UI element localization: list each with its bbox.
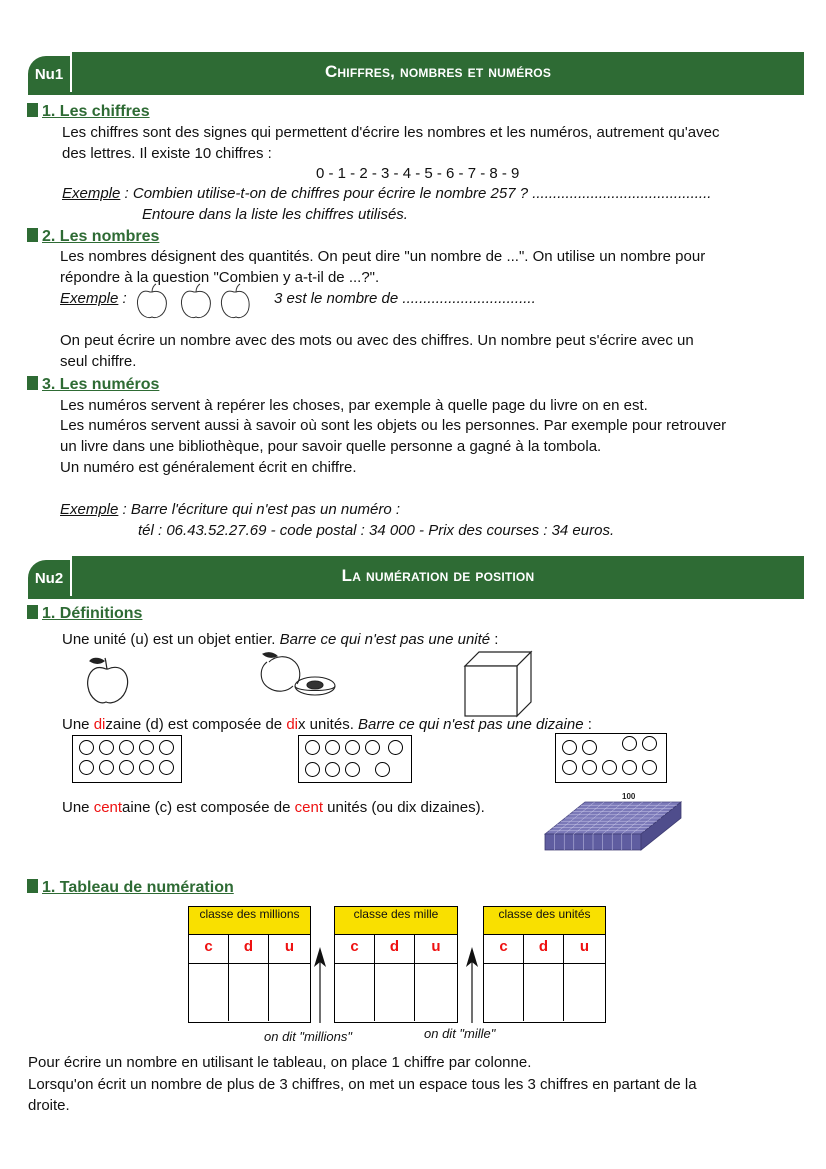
mille-caption: on dit "mille"	[424, 1026, 496, 1041]
paragraph: répondre à la question "Combien y a-t-il de ...?".	[60, 269, 380, 286]
column-d: d	[375, 935, 415, 1021]
paragraph: On peut écrire un nombre avec des mots ou avec des chiffres. Un nombre peut s'écrire avec un	[60, 332, 694, 349]
ten-frame-1	[72, 735, 182, 783]
class-millions-label: classe des millions	[189, 907, 310, 935]
column-u: u	[431, 938, 441, 955]
dizaine-definition: Une dizaine (d) est composée de dix unités. Barre ce qui n'est pas une dizaine :	[62, 716, 592, 733]
column-c: c	[189, 935, 229, 1021]
bullet-square-icon	[27, 103, 38, 117]
ten-frame-3	[555, 733, 667, 783]
nu1-tag: Nu1	[28, 56, 70, 92]
ten-frame-2	[298, 735, 412, 783]
example-label: Exemple :	[60, 290, 127, 307]
paragraph: Les chiffres sont des signes qui permettent d'écrire les nombres et les numéros, autrement qu'avec	[62, 124, 720, 141]
bullet-square-icon	[27, 376, 38, 390]
column-u: u	[579, 938, 590, 955]
class-mille-label: classe des mille	[335, 907, 457, 935]
nu2-title: La numération de position	[72, 556, 804, 596]
example-instruction: Entoure dans la liste les chiffres utilisés.	[142, 206, 408, 223]
paragraph: un livre dans une bibliothèque, pour savoir quelle personne a gagné à la tombola.	[60, 438, 602, 455]
divider	[28, 92, 804, 95]
class-unites	[483, 906, 606, 1023]
millions-caption: on dit "millions"	[264, 1029, 352, 1044]
arrow-up-icon	[310, 945, 330, 1025]
cut-peach-illustration	[257, 648, 337, 698]
unit-definition: Une unité (u) est un objet entier. Barre ce qui n'est pas une unité :	[62, 631, 499, 648]
divider	[28, 596, 804, 599]
class-mille	[334, 906, 458, 1023]
section-heading-numeros: 3. Les numéros	[27, 375, 159, 395]
column-c: c	[484, 935, 524, 1021]
hundred-label: 100	[622, 792, 636, 801]
cube-illustration	[463, 650, 533, 718]
column-d: d	[229, 935, 269, 1021]
example-numbers: tél : 06.43.52.27.69 - code postal : 34 000 - Prix des courses : 34 euros.	[138, 522, 615, 539]
class-unites-label: classe des unités	[484, 907, 605, 935]
class-millions	[188, 906, 311, 1023]
paragraph: Pour écrire un nombre en utilisant le tableau, on place 1 chiffre par colonne.	[28, 1054, 532, 1071]
section-heading-nombres: 2. Les nombres	[27, 227, 159, 247]
bullet-square-icon	[27, 879, 38, 893]
arrow-up-icon	[462, 945, 482, 1025]
apples-illustration	[130, 283, 250, 323]
paragraph: Les nombres désignent des quantités. On peut dire "un nombre de ...". On utilise un nombre pour	[60, 248, 706, 265]
centaine-definition: Une centaine (c) est composée de cent unités (ou dix dizaines).	[62, 799, 485, 816]
hundred-flat-illustration	[542, 790, 684, 854]
bullet-square-icon	[27, 228, 38, 242]
nu2-header	[28, 556, 804, 596]
section-heading-chiffres: 1. Les chiffres	[27, 102, 150, 122]
paragraph: Les numéros servent aussi à savoir où sont les objets ou les personnes. Par exemple pour retrouver	[60, 417, 727, 434]
column-c: c	[335, 935, 375, 1021]
paragraph: seul chiffre.	[60, 353, 137, 370]
nu1-title: Chiffres, nombres et numéros	[72, 52, 804, 92]
example-line: Exemple : Combien utilise-t-on de chiffres pour écrire le nombre 257 ? ...........................................	[62, 185, 712, 202]
digits-list: 0 - 1 - 2 - 3 - 4 - 5 - 6 - 7 - 8 - 9	[316, 165, 520, 182]
section-heading-definitions: 1. Définitions	[27, 604, 142, 624]
example-line: Exemple : Barre l'écriture qui n'est pas un numéro :	[60, 501, 401, 518]
paragraph: Lorsqu'on écrit un nombre de plus de 3 chiffres, on met un espace tous les 3 chiffres en partant de la	[28, 1076, 697, 1093]
paragraph: droite.	[28, 1097, 70, 1114]
paragraph: Un numéro est généralement écrit en chiffre.	[60, 459, 357, 476]
section-heading-tableau: 1. Tableau de numération	[27, 878, 234, 898]
paragraph: des lettres. Il existe 10 chiffres :	[62, 145, 272, 162]
apple-illustration	[84, 655, 134, 707]
paragraph: Les numéros servent à repérer les choses, par exemple à quelle page du livre on en est.	[60, 397, 648, 414]
nu1-header	[28, 52, 804, 92]
bullet-square-icon	[27, 605, 38, 619]
column-d: d	[524, 935, 564, 1021]
nu2-tag: Nu2	[28, 560, 70, 596]
example-question: 3 est le nombre de ................................	[274, 290, 536, 307]
column-u: u	[284, 938, 295, 955]
